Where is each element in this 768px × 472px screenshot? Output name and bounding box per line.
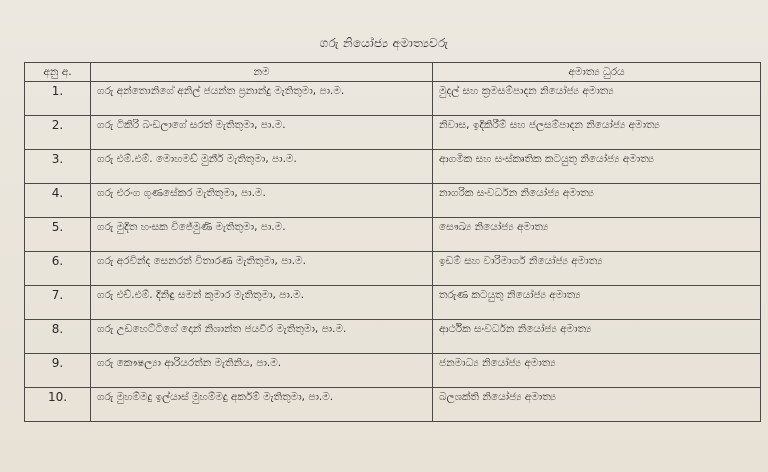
table-row bbox=[25, 116, 761, 150]
row-number: 2. bbox=[25, 116, 91, 150]
table-row bbox=[25, 354, 761, 388]
minister-name: ගරු අන්තොනිගේ අනිල් ජයන්ත ප්‍රනාන්දු මැතිතුමා, පා.ම. bbox=[91, 82, 433, 116]
deputy-ministers-table bbox=[24, 62, 761, 422]
header-portfolio: අමාත්‍ය ධුරය bbox=[433, 63, 761, 82]
row-number: 4. bbox=[25, 184, 91, 218]
header-name: නම bbox=[91, 63, 433, 82]
row-number: 9. bbox=[25, 354, 91, 388]
table-row bbox=[25, 252, 761, 286]
table-row bbox=[25, 388, 761, 422]
minister-name: ගරු උඩහෙට්ටිගේ දොන් නිශාන්ත ජයවීර මැතිතුමා, පා.ම. bbox=[91, 320, 433, 354]
minister-portfolio: ආගමික සහ සංස්කෘතික කටයුතු නියෝජ්‍ය අමාත්‍ය bbox=[433, 150, 761, 184]
row-number: 6. bbox=[25, 252, 91, 286]
minister-name: ගරු එම්.එම්. මොහමඩ් මුනීර් මැතිතුමා, පා.ම. bbox=[91, 150, 433, 184]
minister-name: ගරු ටිකිරි බංඩලාගේ සරත් මැතිතුමා, පා.ම. bbox=[91, 116, 433, 150]
table-row bbox=[25, 184, 761, 218]
document-title: ගරු නියෝජ්‍ය අමාත්‍යවරු bbox=[319, 36, 449, 50]
table-row bbox=[25, 218, 761, 252]
table-row bbox=[25, 320, 761, 354]
minister-name: ගරු එරංග ගුණසේකර මැතිතුමා, පා.ම. bbox=[91, 184, 433, 218]
row-number: 1. bbox=[25, 82, 91, 116]
minister-portfolio: නිවාස, ඉදිකිරීම් සහ ජලසම්පාදන නියෝජ්‍ය අමාත්‍ය bbox=[433, 116, 761, 150]
minister-name: ගරු කෞෂල්‍යා ආරියරත්න මැතිනිය, පා.ම. bbox=[91, 354, 433, 388]
minister-portfolio: ජනමාධ්‍ය නියෝජ්‍ය අමාත්‍ය bbox=[433, 354, 761, 388]
minister-name: ගරු එච්.එම්. දිනිඳු සමන් කුමාර මැතිතුමා, පා.ම. bbox=[91, 286, 433, 320]
minister-portfolio: ඉඩම් සහ වාරිමාර්ග නියෝජ්‍ය අමාත්‍ය bbox=[433, 252, 761, 286]
row-number: 7. bbox=[25, 286, 91, 320]
minister-portfolio: තරුණ කටයුතු නියෝජ්‍ය අමාත්‍ය bbox=[433, 286, 761, 320]
row-number: 10. bbox=[25, 388, 91, 422]
minister-portfolio: ආර්ථික සංවර්ධන නියෝජ්‍ය අමාත්‍ය bbox=[433, 320, 761, 354]
row-number: 8. bbox=[25, 320, 91, 354]
minister-portfolio: සෞඛ්‍ය නියෝජ්‍ය අමාත්‍ය bbox=[433, 218, 761, 252]
minister-name: ගරු මුදිත හංසක විජේමුණි මැතිතුමා, පා.ම. bbox=[91, 218, 433, 252]
header-serial-no: අනු අ. bbox=[25, 63, 91, 82]
minister-name: ගරු අරවින්ද සෙනරත් විතාරණ මැතිතුමා, පා.ම. bbox=[91, 252, 433, 286]
minister-portfolio: මුදල් සහ ක්‍රමසම්පාදන නියෝජ්‍ය අමාත්‍ය bbox=[433, 82, 761, 116]
table-row bbox=[25, 286, 761, 320]
minister-portfolio: නාගරික සංවර්ධන නියෝජ්‍ය අමාත්‍ය bbox=[433, 184, 761, 218]
table-row bbox=[25, 82, 761, 116]
minister-portfolio: බලශක්ති නියෝජ්‍ය අමාත්‍ය bbox=[433, 388, 761, 422]
row-number: 3. bbox=[25, 150, 91, 184]
table-header-row bbox=[25, 63, 761, 82]
row-number: 5. bbox=[25, 218, 91, 252]
minister-name: ගරු මුහම්මදු ඉල්යාස් මුහම්මදු අර්කම් මැතිතුමා, පා.ම. bbox=[91, 388, 433, 422]
table-row bbox=[25, 150, 761, 184]
